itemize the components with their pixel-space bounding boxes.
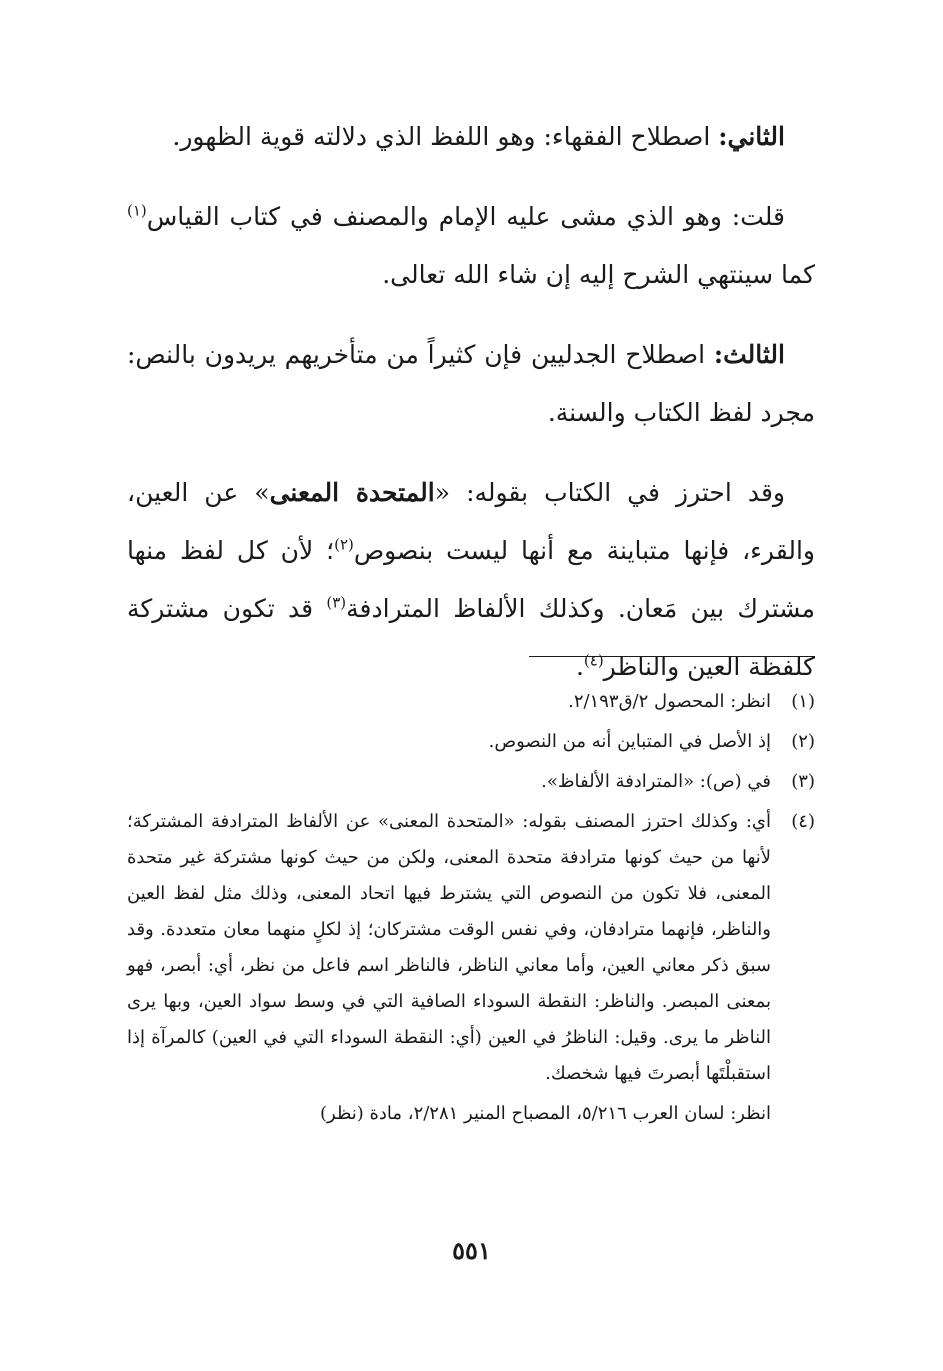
footnote-text: في (ص): «المترادفة الألفاظ». (541, 771, 771, 792)
footnote-number: (٢) (791, 731, 815, 752)
footnote-number: (٣) (791, 771, 815, 792)
page-number: ٥٥١ (452, 1236, 491, 1265)
footnote-separator (529, 656, 815, 657)
footnote-text: أي: وكذلك احترز المصنف بقوله: «المتحدة المعنى» عن الألفاظ المترادفة المشتركة؛ لأنها من حيث كونها مترادفة متحدة المعنى، ولكن من حيث كونها مشتركة غير متحدة المعنى، فلا تكون من النصوص التي يشترط فيها اتحاد المعنى، وذلك مثل لفظ العين والناظر، فإنهما مترادفان، وفي نفس الوقت مشتركان؛ إذ لكلٍ منهما معان متعددة. وقد سبق ذكر معاني العين، وأما معاني الناظر، فالناظر اسم فاعل من نظر، أي: أبصر، فهو بمعنى المبصر. والناظر: النقطة السوداء الصافية التي في وسط سواد العين، وبها يرى الناظر ما يرى. وقيل: الناظرُ في العين (أي: النقطة السوداء التي في العين) كالمرآة إذا استقبلْتَها أبصرتَ فيها شخصك. (127, 811, 771, 1084)
footnote-4-reference: انظر: لسان العرب ٥/٢١٦، المصباح المنير ٢/٢٨١، مادة (نظر) (319, 1103, 771, 1124)
footnote-text: إذ الأصل في المتباين أنه من النصوص. (488, 731, 771, 752)
footnote-ref-2[interactable]: (٢) (334, 535, 354, 554)
footnote-2 (127, 724, 815, 760)
paragraph-second-term: الثاني: اصطلاح الفقهاء: وهو اللفظ الذي دلالته قوية الظهور. (172, 122, 785, 151)
term-label-third: الثالث: (713, 340, 785, 369)
footnote-4 (127, 804, 815, 1092)
footnote-3 (127, 764, 815, 800)
paragraph-exclusion: وقد احترز في الكتاب بقوله: «المتحدة المعنى» عن العين، والقرء، فإنها متباينة مع أنها ليست بنصوص$^{(٢)}$؛ لأن كل لفظ منها مشترك بين مَعان. وكذلك الألفاظ المترادفة$^{(٣)}$ قد تكون مشتركة كلفظة العين والناظر$^{(٤)}$. (127, 478, 815, 681)
paragraph-third-term: الثالث: اصطلاح الجدليين فإن كثيراً من متأخريهم يريدون بالنص: مجرد لفظ الكتاب والسنة. (127, 340, 815, 427)
paragraph-author-note: قلت: وهو الذي مشى عليه الإمام والمصنف في كتاب القياس$^{(١)}$ كما سينتهي الشرح إليه إن شاء الله تعالى. (127, 201, 815, 289)
quoted-phrase: المتحدة المعنى (269, 478, 435, 507)
term-label-second: الثاني: (718, 122, 785, 151)
footnote-1 (127, 684, 815, 720)
footnote-text: انظر: المحصول ٢/ق٢/١٩٣. (568, 691, 771, 712)
footnote-ref-3[interactable]: (٣) (326, 593, 347, 612)
main-text (127, 108, 815, 710)
footnote-number: (١) (791, 691, 815, 712)
footnotes (127, 684, 815, 1132)
footnote-ref-1[interactable]: (١) (127, 201, 147, 220)
footnote-number: (٤) (791, 811, 815, 832)
footnote-ref-4[interactable]: (٤) (583, 651, 604, 670)
